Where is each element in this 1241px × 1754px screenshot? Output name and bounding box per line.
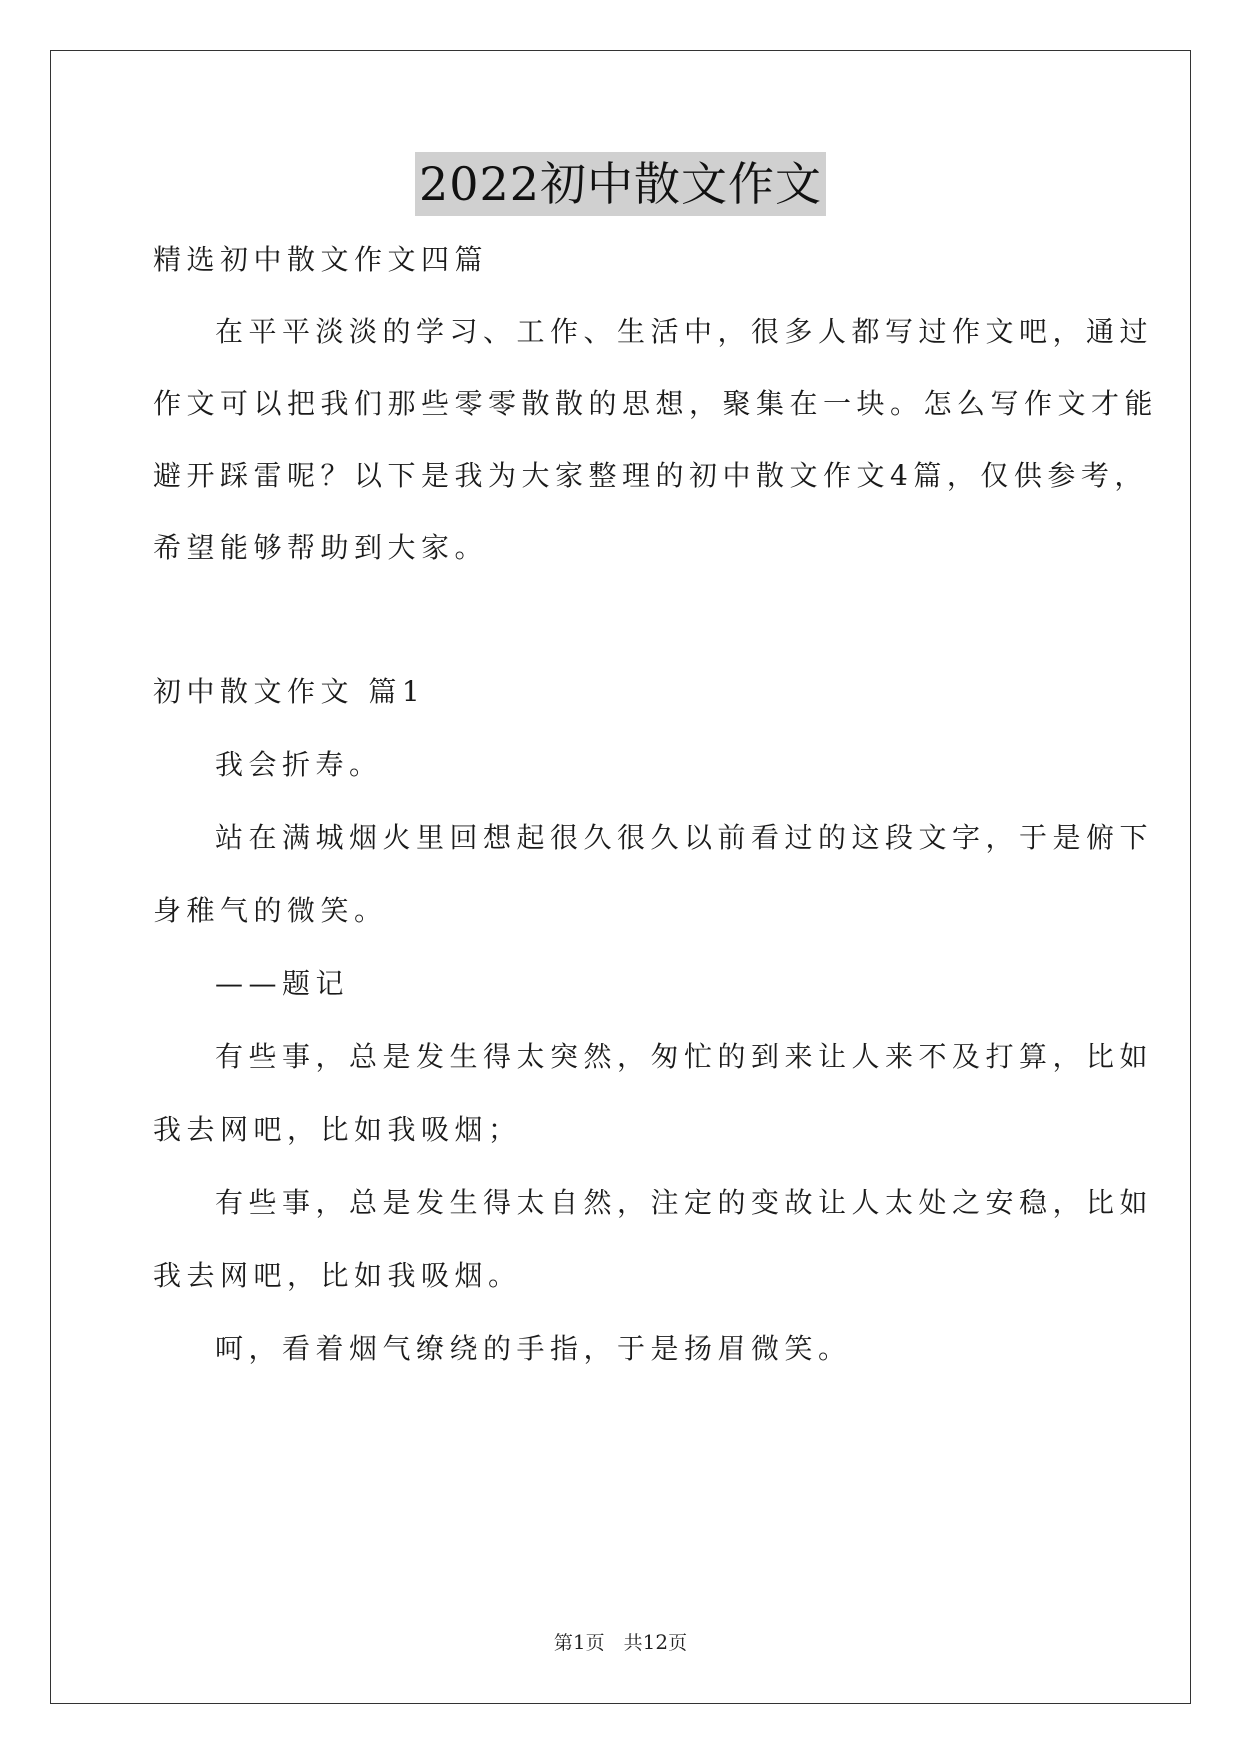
intro-line-1: 在平平淡淡的学习、工作、生活中，很多人都写过作文吧，通过	[215, 315, 1154, 348]
body-line-9: 呵，看着烟气缭绕的手指，于是扬眉微笑。	[215, 1332, 852, 1365]
body-line-7: 有些事，总是发生得太自然，注定的变故让人太处之安稳，比如	[215, 1186, 1154, 1219]
body-line-8: 我去网吧，比如我吸烟。	[153, 1259, 522, 1292]
intro-line-3: 避开踩雷呢？以下是我为大家整理的初中散文作文4篇，仅供参考，	[153, 459, 1148, 492]
footer-total-pages: 12	[642, 1630, 669, 1654]
document-title: 2022初中散文作文	[415, 152, 826, 216]
body-line-5: 有些事，总是发生得太突然，匆忙的到来让人来不及打算，比如	[215, 1040, 1154, 1073]
page-footer	[0, 1628, 1241, 1657]
footer-mid: 页 共	[585, 1632, 643, 1654]
body-line-3: 身稚气的微笑。	[153, 894, 388, 927]
body-line-4: ——题记	[215, 967, 350, 1000]
title-container	[0, 152, 1241, 216]
body-line-2: 站在满城烟火里回想起很久很久以前看过的这段文字，于是俯下	[215, 821, 1154, 854]
document-subtitle: 精选初中散文作文四篇	[153, 243, 489, 276]
footer-prefix: 第	[553, 1632, 573, 1654]
page-border	[50, 50, 1191, 1704]
footer-current-page: 1	[572, 1630, 586, 1654]
body-line-1: 我会折寿。	[215, 748, 383, 781]
section-heading: 初中散文作文 篇1	[153, 675, 426, 708]
body-line-6: 我去网吧，比如我吸烟；	[153, 1113, 522, 1146]
intro-line-4: 希望能够帮助到大家。	[153, 531, 489, 564]
footer-suffix: 页	[668, 1632, 688, 1654]
intro-line-2: 作文可以把我们那些零零散散的思想，聚集在一块。怎么写作文才能	[153, 387, 1159, 420]
